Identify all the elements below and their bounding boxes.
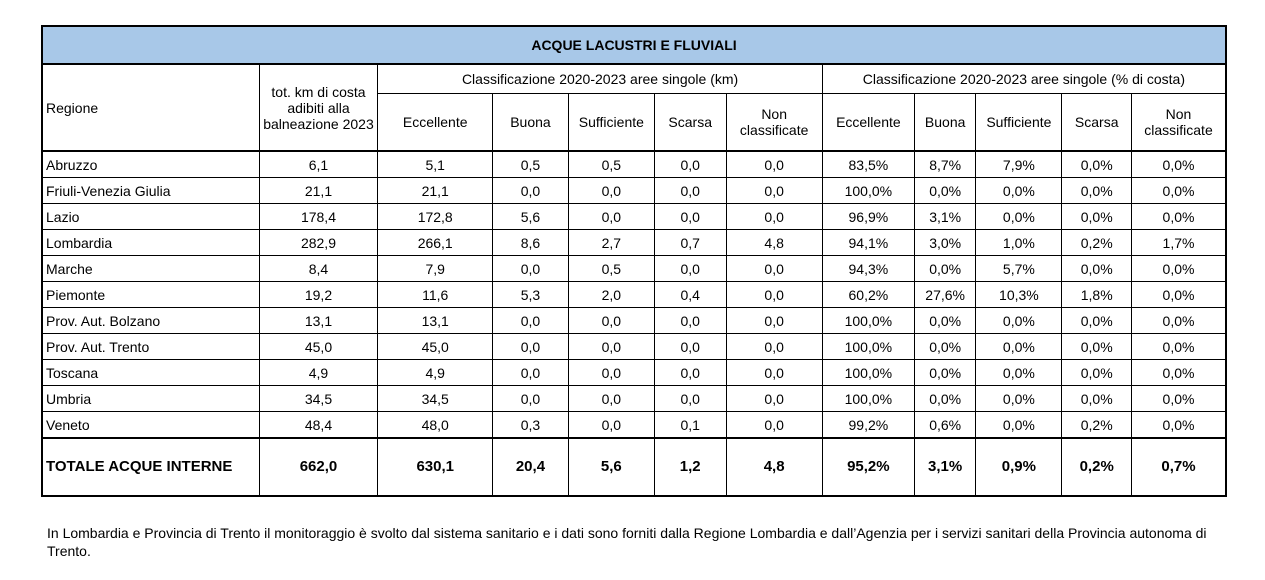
cell-pct: 0,0%: [976, 386, 1062, 412]
table-row: [42, 386, 1226, 412]
cell-pct: 1,8%: [1062, 282, 1132, 308]
cell-km: 0,0: [654, 204, 726, 230]
cell-km: 0,7: [654, 230, 726, 256]
header-pct-eccellente: Eccellente: [822, 94, 914, 152]
cell-km: 0,0: [654, 334, 726, 360]
cell-km: 0,0: [493, 178, 569, 204]
cell-pct: 0,0%: [1132, 334, 1226, 360]
table-row: [42, 204, 1226, 230]
cell-region: Marche: [42, 256, 259, 282]
cell-pct: 0,0%: [976, 204, 1062, 230]
cell-pct: 0,0%: [1062, 308, 1132, 334]
cell-pct: 0,0%: [914, 334, 975, 360]
cell-region: Toscana: [42, 360, 259, 386]
header-pct-buona: Buona: [914, 94, 975, 152]
footnote: In Lombardia e Provincia di Trento il monitoraggio è svolto dal sistema sanitario e i dati sono forniti dalla Regione Lombardia e dall’Agenzia per i servizi sanitari della Provincia autonoma di Trento.: [47, 525, 1207, 559]
header-km-sufficiente: Sufficiente: [568, 94, 654, 152]
cell-pct: 0,2%: [1062, 230, 1132, 256]
cell-region: Friuli-Venezia Giulia: [42, 178, 259, 204]
cell-km-total: 662,0: [259, 438, 378, 496]
cell-km: 0,0: [493, 360, 569, 386]
cell-pct: 0,0%: [914, 386, 975, 412]
header-km-non-classificate: Non classificate: [726, 94, 822, 152]
cell-pct: 100,0%: [822, 386, 914, 412]
cell-km: 0,0: [493, 308, 569, 334]
cell-pct: 0,9%: [976, 438, 1062, 496]
cell-km: 2,0: [568, 282, 654, 308]
cell-km-total: 6,1: [259, 151, 378, 178]
cell-km-total: 4,9: [259, 360, 378, 386]
cell-pct: 0,0%: [1062, 204, 1132, 230]
cell-km: 0,5: [493, 151, 569, 178]
table-row: [42, 151, 1226, 178]
cell-km: 13,1: [378, 308, 493, 334]
cell-pct: 100,0%: [822, 308, 914, 334]
cell-region: Lombardia: [42, 230, 259, 256]
cell-pct: 0,0%: [1132, 360, 1226, 386]
cell-km: 0,0: [726, 282, 822, 308]
cell-pct: 0,0%: [1062, 151, 1132, 178]
cell-km-total: 48,4: [259, 412, 378, 439]
cell-pct: 0,0%: [1132, 178, 1226, 204]
cell-pct: 100,0%: [822, 178, 914, 204]
cell-pct: 0,0%: [976, 334, 1062, 360]
cell-km: 0,0: [568, 178, 654, 204]
cell-km: 0,0: [493, 334, 569, 360]
cell-km: 5,6: [493, 204, 569, 230]
header-pct-scarsa: Scarsa: [1062, 94, 1132, 152]
cell-km-total: 34,5: [259, 386, 378, 412]
cell-pct: 0,0%: [1132, 204, 1226, 230]
cell-km: 0,0: [568, 308, 654, 334]
cell-pct: 0,0%: [1062, 386, 1132, 412]
cell-pct: 100,0%: [822, 334, 914, 360]
cell-km: 0,0: [726, 256, 822, 282]
cell-pct: 0,0%: [976, 412, 1062, 439]
cell-pct: 27,6%: [914, 282, 975, 308]
cell-pct: 0,0%: [1062, 256, 1132, 282]
cell-pct: 83,5%: [822, 151, 914, 178]
table-row: [42, 334, 1226, 360]
cell-km: 5,3: [493, 282, 569, 308]
cell-region: Lazio: [42, 204, 259, 230]
cell-pct: 0,0%: [976, 360, 1062, 386]
table-row: [42, 308, 1226, 334]
cell-pct: 0,0%: [914, 256, 975, 282]
cell-km: 0,0: [493, 256, 569, 282]
cell-km: 0,0: [568, 386, 654, 412]
cell-pct: 0,0%: [1062, 178, 1132, 204]
cell-km: 2,7: [568, 230, 654, 256]
cell-km: 0,0: [726, 178, 822, 204]
cell-km: 0,0: [654, 151, 726, 178]
cell-km: 0,0: [568, 412, 654, 439]
cell-km: 0,0: [568, 334, 654, 360]
header-group-pct: Classificazione 2020-2023 aree singole (% di costa): [822, 64, 1226, 94]
cell-km: 0,0: [493, 386, 569, 412]
cell-km: 630,1: [378, 438, 493, 496]
cell-km-total: 282,9: [259, 230, 378, 256]
header-km-buona: Buona: [493, 94, 569, 152]
cell-km: 0,0: [654, 256, 726, 282]
cell-pct: 7,9%: [976, 151, 1062, 178]
cell-pct: 60,2%: [822, 282, 914, 308]
cell-pct: 3,1%: [914, 438, 975, 496]
table-row: [42, 256, 1226, 282]
cell-km: 0,0: [726, 360, 822, 386]
cell-km: 4,9: [378, 360, 493, 386]
cell-region: Piemonte: [42, 282, 259, 308]
cell-pct: 3,1%: [914, 204, 975, 230]
cell-km: 8,6: [493, 230, 569, 256]
cell-km: 172,8: [378, 204, 493, 230]
header-region: Regione: [42, 64, 259, 151]
cell-km-total: 19,2: [259, 282, 378, 308]
cell-km: 5,6: [568, 438, 654, 496]
cell-km: 20,4: [493, 438, 569, 496]
cell-pct: 10,3%: [976, 282, 1062, 308]
table-row: [42, 360, 1226, 386]
table-row: [42, 282, 1226, 308]
cell-pct: 0,0%: [914, 178, 975, 204]
header-group-km: Classificazione 2020-2023 aree singole (km): [378, 64, 822, 94]
cell-km: 7,9: [378, 256, 493, 282]
table-title: ACQUE LACUSTRI E FLUVIALI: [42, 26, 1226, 64]
cell-region: TOTALE ACQUE INTERNE: [42, 438, 259, 496]
cell-km: 0,0: [654, 386, 726, 412]
cell-pct: 0,0%: [1062, 360, 1132, 386]
cell-pct: 0,0%: [1132, 412, 1226, 439]
cell-pct: 0,2%: [1062, 412, 1132, 439]
water-quality-table: [41, 25, 1227, 497]
data-table-container: [41, 25, 1227, 497]
cell-km: 0,0: [568, 360, 654, 386]
cell-pct: 0,2%: [1062, 438, 1132, 496]
cell-pct: 8,7%: [914, 151, 975, 178]
total-row: [42, 438, 1226, 496]
cell-pct: 95,2%: [822, 438, 914, 496]
header-pct-non-classificate: Non classificate: [1132, 94, 1226, 152]
cell-pct: 5,7%: [976, 256, 1062, 282]
header-pct-sufficiente: Sufficiente: [976, 94, 1062, 152]
cell-pct: 99,2%: [822, 412, 914, 439]
cell-region: Umbria: [42, 386, 259, 412]
cell-pct: 100,0%: [822, 360, 914, 386]
cell-pct: 1,0%: [976, 230, 1062, 256]
cell-km: 266,1: [378, 230, 493, 256]
cell-km-total: 8,4: [259, 256, 378, 282]
header-km-scarsa: Scarsa: [654, 94, 726, 152]
table-row: [42, 412, 1226, 439]
cell-km: 0,0: [568, 204, 654, 230]
cell-pct: 0,0%: [914, 308, 975, 334]
cell-pct: 0,6%: [914, 412, 975, 439]
cell-pct: 0,0%: [976, 308, 1062, 334]
cell-region: Prov. Aut. Trento: [42, 334, 259, 360]
header-km-eccellente: Eccellente: [378, 94, 493, 152]
cell-km: 0,0: [726, 308, 822, 334]
cell-region: Abruzzo: [42, 151, 259, 178]
cell-km: 0,0: [726, 204, 822, 230]
cell-km: 0,5: [568, 256, 654, 282]
table-body: [42, 151, 1226, 496]
cell-region: Veneto: [42, 412, 259, 439]
cell-km: 0,3: [493, 412, 569, 439]
cell-km: 21,1: [378, 178, 493, 204]
cell-km: 11,6: [378, 282, 493, 308]
cell-km: 4,8: [726, 438, 822, 496]
cell-km-total: 178,4: [259, 204, 378, 230]
cell-km-total: 13,1: [259, 308, 378, 334]
cell-km: 45,0: [378, 334, 493, 360]
cell-km-total: 45,0: [259, 334, 378, 360]
cell-pct: 3,0%: [914, 230, 975, 256]
cell-km: 0,0: [726, 386, 822, 412]
cell-km: 0,0: [654, 308, 726, 334]
cell-pct: 0,0%: [1132, 386, 1226, 412]
cell-km-total: 21,1: [259, 178, 378, 204]
cell-km: 34,5: [378, 386, 493, 412]
cell-pct: 0,0%: [1132, 282, 1226, 308]
cell-pct: 96,9%: [822, 204, 914, 230]
cell-pct: 0,7%: [1132, 438, 1226, 496]
cell-pct: 0,0%: [914, 360, 975, 386]
cell-pct: 94,1%: [822, 230, 914, 256]
cell-km: 0,0: [726, 151, 822, 178]
header-km-total: tot. km di costa adibiti alla balneazione 2023: [259, 64, 378, 151]
cell-km: 4,8: [726, 230, 822, 256]
cell-km: 0,0: [726, 412, 822, 439]
cell-km: 48,0: [378, 412, 493, 439]
cell-pct: 0,0%: [976, 178, 1062, 204]
cell-region: Prov. Aut. Bolzano: [42, 308, 259, 334]
cell-pct: 0,0%: [1132, 256, 1226, 282]
cell-km: 0,1: [654, 412, 726, 439]
cell-km: 0,4: [654, 282, 726, 308]
cell-km: 1,2: [654, 438, 726, 496]
cell-km: 0,0: [726, 334, 822, 360]
table-row: [42, 178, 1226, 204]
cell-pct: 0,0%: [1132, 308, 1226, 334]
cell-pct: 1,7%: [1132, 230, 1226, 256]
cell-pct: 0,0%: [1132, 151, 1226, 178]
cell-pct: 0,0%: [1062, 334, 1132, 360]
cell-km: 0,5: [568, 151, 654, 178]
cell-pct: 94,3%: [822, 256, 914, 282]
table-row: [42, 230, 1226, 256]
cell-km: 0,0: [654, 178, 726, 204]
cell-km: 5,1: [378, 151, 493, 178]
cell-km: 0,0: [654, 360, 726, 386]
